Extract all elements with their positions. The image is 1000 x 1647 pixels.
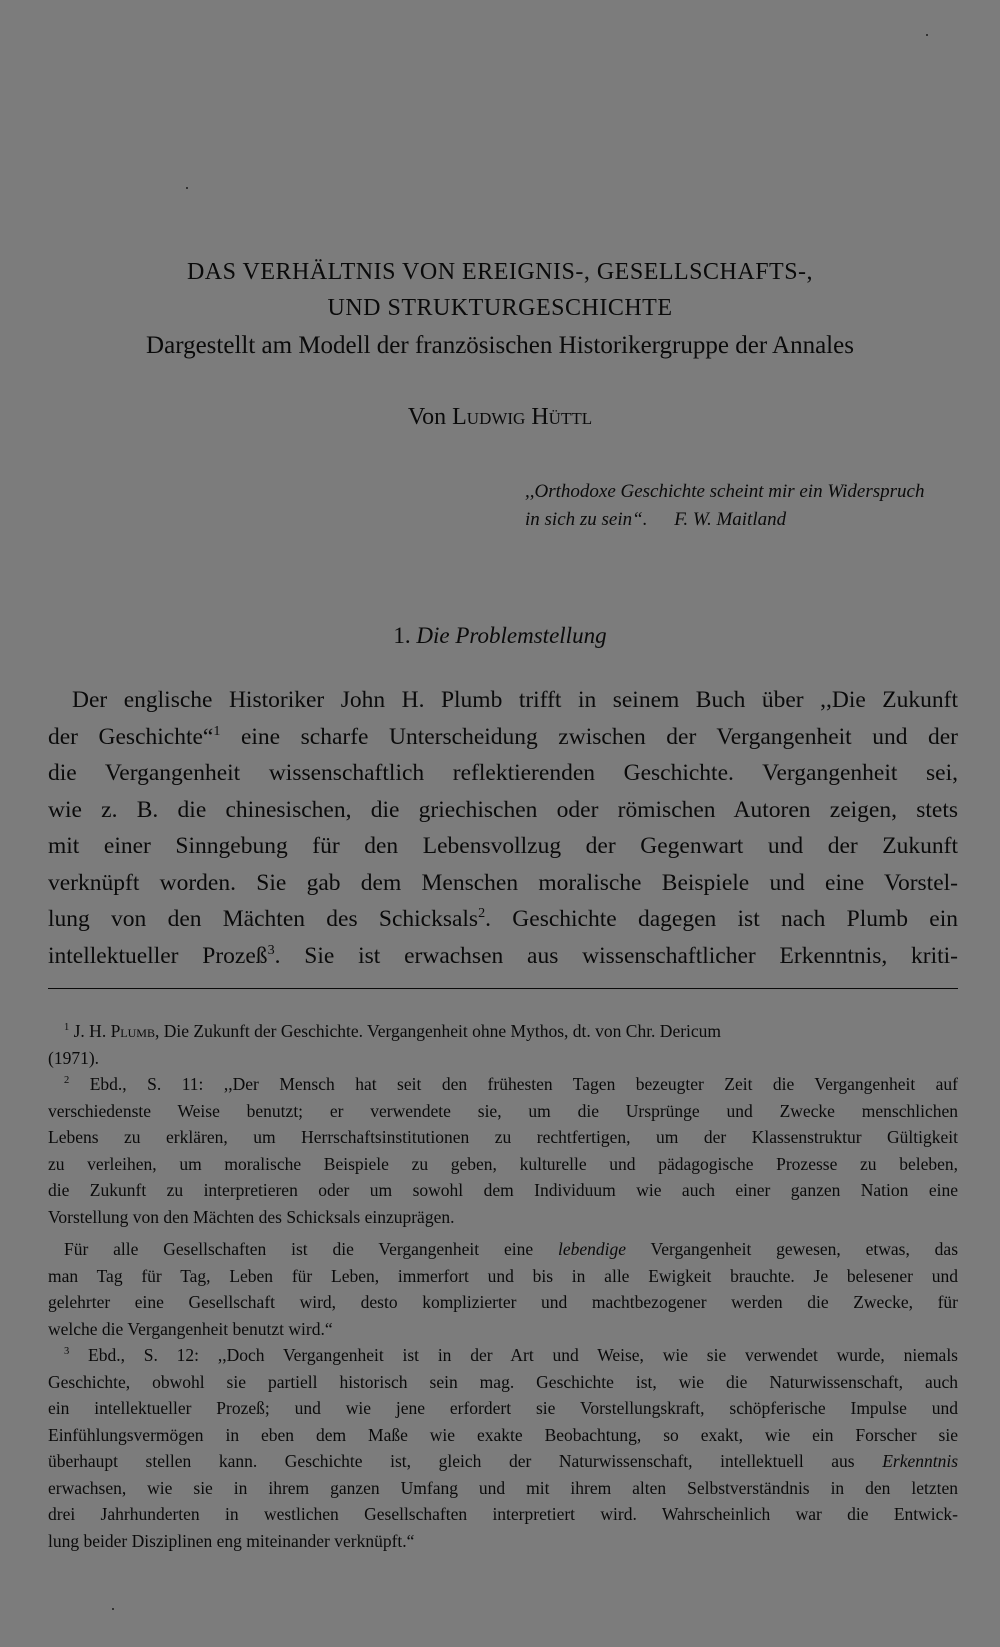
footnote-line: ein intellektueller Prozeß; und wie jene erfordert sie Vorstellungskraft, schöpferische Impulse und	[48, 1398, 958, 1418]
body-line-start: lung von den Mächten des Schicksals	[48, 906, 479, 932]
emphasis: lebendige	[557, 1239, 627, 1259]
footnote-line: Einfühlungsvermögen in eben dem Maße wie exakte Beobachtung, so exakt, wie ein Forscher sie	[48, 1424, 958, 1445]
body-line-start: intellektueller Prozeß	[48, 942, 268, 969]
footnote-line: man Tag für Tag, Leben für Leben, immerfort und bis in alle Ewigkeit brauchte. Je belesener und	[48, 1265, 958, 1286]
footnote-line: die Zukunft zu interpretieren oder um sowohl dem Individuum wie auch einer ganzen Nation eine	[48, 1180, 958, 1200]
footnote-line: zu verleihen, um moralische Beispiele zu geben, kulturelle und pädagogische Prozesse zu beleben,	[48, 1153, 958, 1174]
body-line	[48, 938, 958, 975]
footnote-text: Ebd., S. 12: ,,Doch Vergangenheit ist in der Art und Weise, wie sie verwendet wurde, niemals	[88, 1345, 958, 1365]
section-title: Die Problemstellung	[416, 623, 607, 648]
footnote-text: J. H.	[73, 1021, 107, 1041]
footnote-1	[48, 1018, 958, 1045]
footnote-line: welche die Vergangenheit benutzt wird.“	[48, 1318, 333, 1339]
byline-prefix: Von	[407, 404, 447, 430]
emphasis: Erkenntnis	[882, 1451, 959, 1471]
article-title-line-1: DAS VERHÄLTNIS VON EREIGNIS-, GESELLSCHAFTS-,	[186, 259, 814, 285]
footnote-separator	[48, 988, 958, 989]
body-line-rest: eine scharfe Unterscheidung zwischen der Vergangenheit und der	[240, 723, 959, 750]
body-line: wie z. B. die chinesischen, die griechischen oder römischen Autoren zeigen, stets	[48, 796, 958, 823]
footnote-text: überhaupt stellen kann. Geschichte ist, gleich der Naturwissenschaft, intellektuell aus	[48, 1451, 855, 1471]
footnote-ref[interactable]: 1	[213, 722, 221, 739]
footnote-line	[48, 1236, 958, 1263]
body-line	[48, 901, 958, 938]
footnote-line	[48, 1448, 958, 1475]
footnote-text: Für alle Gesellschaften ist die Vergangenheit eine	[64, 1239, 534, 1259]
epigraph-line: ,,Orthodoxe Geschichte scheint mir ein Widerspruch	[525, 481, 925, 502]
footnote-2	[48, 1071, 958, 1098]
epigraph	[525, 478, 985, 534]
author-name: Ludwig Hüttl	[452, 404, 593, 430]
body-line-start: der Geschichte“	[48, 723, 214, 750]
footnote-line: lung beider Disziplinen eng miteinander verknüpft.“	[48, 1530, 415, 1551]
body-line: Der englische Historiker John H. Plumb trifft in seinem Buch über ,,Die Zukunft	[72, 687, 958, 713]
footnote-line: Lebens zu erklären, um Herrschaftsinstitutionen zu rechtfertigen, um der Klassenstruktur Gültigkeit	[48, 1127, 958, 1147]
epigraph-line	[525, 506, 985, 534]
footnote-text: Vergangenheit gewesen, etwas, das	[650, 1239, 958, 1259]
scan-speck	[112, 1608, 114, 1610]
epigraph-line-end: in sich zu sein“.	[525, 509, 648, 530]
footnote-line: erwachsen, wie sie in ihrem ganzen Umfang und mit ihrem alten Selbstverständnis in den letzten	[48, 1477, 958, 1498]
footnote-text: , Die Zukunft der Geschichte. Vergangenheit ohne Mythos, dt. von Chr. Dericum	[154, 1021, 722, 1041]
footnote-ref[interactable]: 3	[267, 941, 275, 958]
article-subtitle: Dargestellt am Modell der französischen Historikergruppe der Annales	[146, 332, 854, 359]
body-line-rest: . Sie ist erwachsen aus wissenschaftlicher Erkenntnis, kriti-	[274, 942, 958, 969]
footnote-mark: 3	[64, 1346, 70, 1358]
body-line	[48, 719, 958, 756]
footnote-line: Vorstellung von den Mächten des Schicksals einzuprägen.	[48, 1206, 455, 1227]
footnote-line: verschiedenste Weise benutzt; er verwendete sie, um die Ursprünge und Zwecke menschlichen	[48, 1100, 958, 1121]
body-text	[48, 682, 958, 974]
footnote-line: (1971).	[48, 1047, 100, 1068]
article-title-line-2: UND STRUKTURGESCHICHTE	[327, 295, 673, 321]
footnote-line: gelehrter eine Gesellschaft wird, desto komplizierter und machtbezogener werden die Zwecke, für	[48, 1292, 958, 1312]
cited-author: Plumb	[110, 1021, 155, 1041]
scan-speck	[186, 187, 188, 189]
body-line: verknüpft worden. Sie gab dem Menschen moralische Beispiele und eine Vorstel-	[48, 869, 958, 896]
section-heading	[0, 620, 1000, 652]
footnote-mark: 2	[64, 1075, 70, 1087]
footnote-3	[48, 1342, 958, 1369]
body-line: die Vergangenheit wissenschaftlich reflektierenden Geschichte. Vergangenheit sei,	[48, 760, 958, 786]
footnotes	[48, 1018, 958, 1554]
epigraph-author: F. W. Maitland	[674, 509, 787, 530]
body-line: mit einer Sinngebung für den Lebensvollzug der Gegenwart und der Zukunft	[48, 833, 958, 859]
section-number: 1.	[393, 623, 411, 648]
scan-speck	[926, 34, 928, 36]
byline	[0, 400, 1000, 434]
footnote-line: drei Jahrhunderten in westlichen Gesellschaften interpretiert wird. Wahrscheinlich war die Entwick-	[48, 1504, 958, 1524]
footnote-line: Geschichte, obwohl sie partiell historisch sein mag. Geschichte ist, wie die Naturwissenschaft, auch	[48, 1371, 958, 1392]
footnote-ref[interactable]: 2	[478, 905, 486, 922]
footnote-text: Ebd., S. 11: ,,Der Mensch hat seit den frühesten Tagen bezeugter Zeit die Vergangenheit auf	[89, 1074, 958, 1094]
footnote-mark: 1	[64, 1022, 70, 1034]
body-line-rest: . Geschichte dagegen ist nach Plumb ein	[485, 906, 958, 932]
